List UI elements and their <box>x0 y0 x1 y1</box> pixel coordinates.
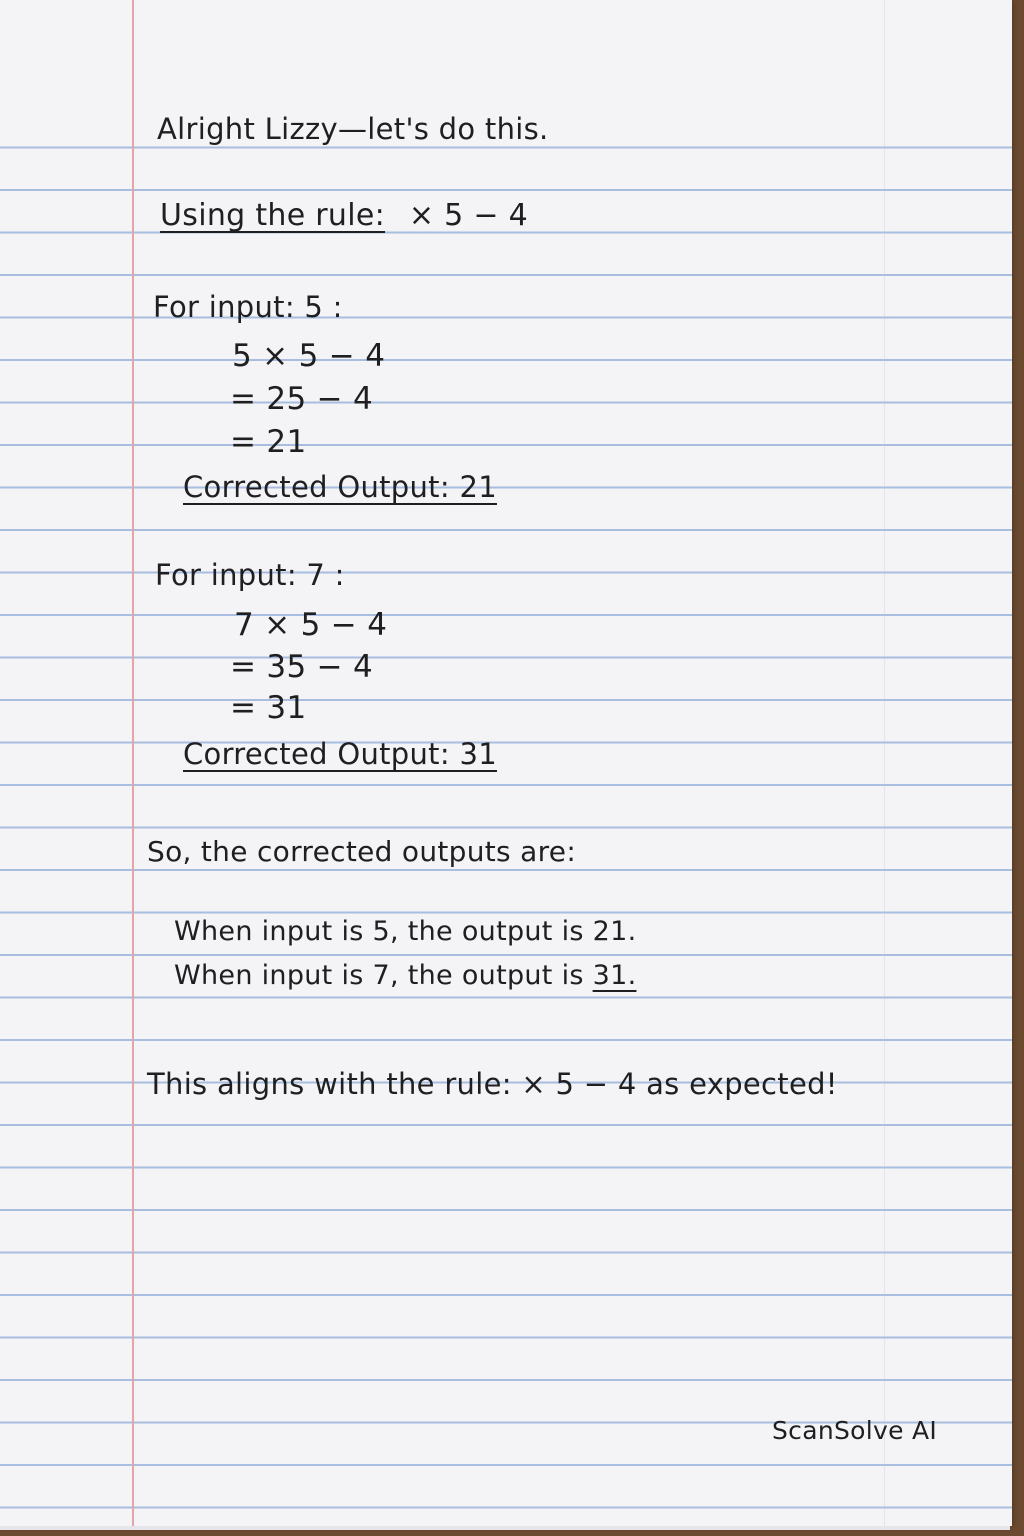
red-margin-line <box>132 0 134 1526</box>
greeting-line: Alright Lizzy—let's do this. <box>157 112 549 146</box>
scansolve-signature: ScanSolve AI <box>772 1416 938 1445</box>
page-crease <box>884 0 885 1526</box>
example1-result: Corrected Output: 21 <box>183 470 497 504</box>
summary-line-2-text: When input is 7, the output is <box>174 960 593 991</box>
example2-step3: = 31 <box>230 690 307 726</box>
page-stack-edge <box>0 1526 1010 1530</box>
example1-header: For input: 5 : <box>153 290 343 324</box>
conclusion-line: This aligns with the rule: × 5 − 4 as expected! <box>147 1067 838 1101</box>
example2-step2: = 35 − 4 <box>230 649 374 685</box>
summary-line-1: When input is 5, the output is 21. <box>174 916 637 947</box>
example1-step2: = 25 − 4 <box>230 381 374 417</box>
summary-line-2 <box>174 960 636 991</box>
rule-line <box>160 198 528 233</box>
example2-step1: 7 × 5 − 4 <box>234 607 388 643</box>
summary-intro: So, the corrected outputs are: <box>147 835 577 868</box>
summary-line-2-value: 31. <box>592 960 637 991</box>
rule-expression: × 5 − 4 <box>408 198 529 233</box>
rule-label: Using the rule: <box>160 198 386 233</box>
example1-step1: 5 × 5 − 4 <box>232 338 386 374</box>
example2-result: Corrected Output: 31 <box>183 737 497 771</box>
example2-header: For input: 7 : <box>155 558 345 592</box>
example1-step3: = 21 <box>230 424 307 460</box>
